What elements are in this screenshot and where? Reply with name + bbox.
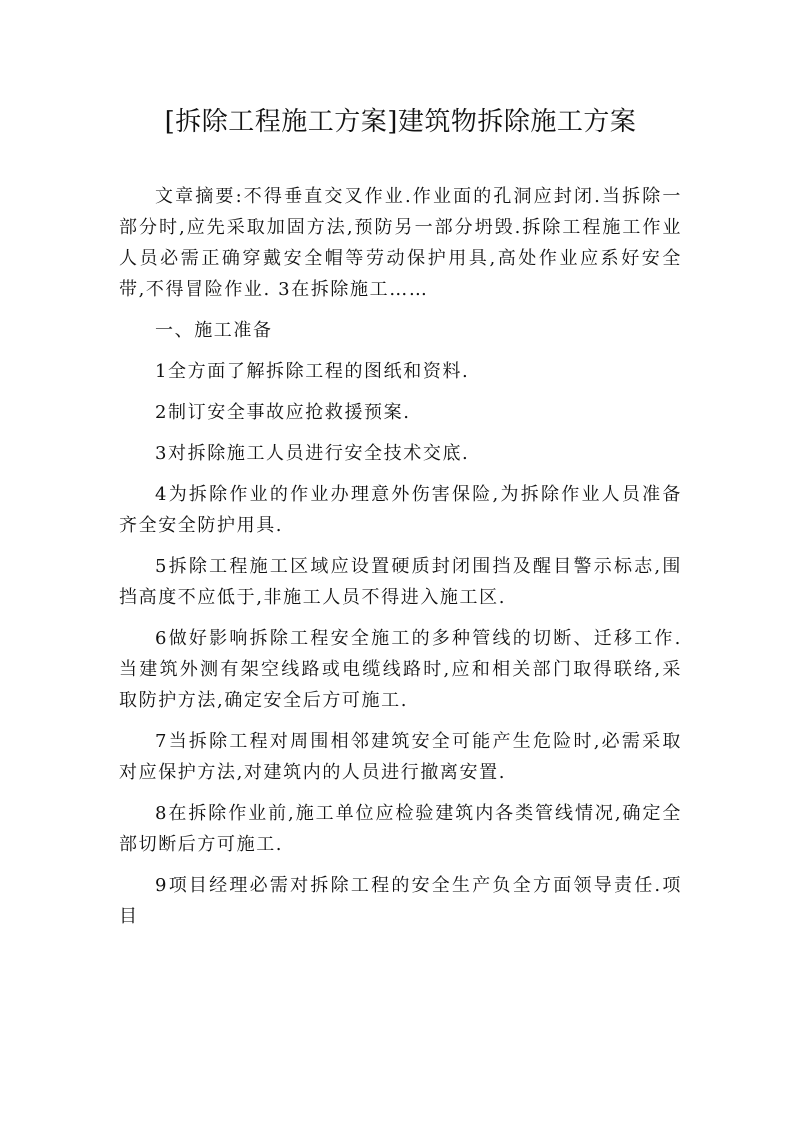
list-item-6: 6做好影响拆除工程安全施工的多种管线的切断、迁移工作.当建筑外测有架空线路或电缆线路时,应和相关部门取得联络,采取防护方法,确定安全后方可施工.: [119, 628, 682, 711]
document-body: [119, 181, 682, 932]
list-item-8: 8在拆除作业前,施工单位应检验建筑内各类管线情况,确定全部切断后方可施工.: [119, 803, 682, 855]
document-title: [拆除工程施工方案]建筑物拆除施工方案: [164, 107, 637, 137]
list-item-5: 5拆除工程施工区域应设置硬质封闭围挡及醒目警示标志,围挡高度不应低于,非施工人员不得进入施工区.: [119, 556, 682, 608]
list-item-3: 3对拆除施工人员进行安全技术交底.: [155, 443, 470, 464]
list-item-4: 4为拆除作业的作业办理意外伤害保险,为拆除作业人员准备齐全安全防护用具.: [119, 484, 682, 536]
list-item-2: 2制订安全事故应抢救援预案.: [155, 402, 411, 423]
section-heading: 一、施工准备: [155, 320, 273, 341]
list-item-1: 1全方面了解拆除工程的图纸和资料.: [155, 361, 470, 382]
list-item-7: 7当拆除工程对周围相邻建筑安全可能产生危险时,必需采取对应保护方法,对建筑内的人员进行撤离安置.: [119, 731, 682, 783]
summary-text: 不得垂直交叉作业.作业面的孔洞应封闭.当拆除一部分时,应先采取加固方法,预防另一部分坍毁.拆除工程施工作业人员必需正确穿戴安全帽等劳动保护用具,高处作业应系好安全带,不得冒险作业. 3在拆除施工……: [119, 186, 682, 300]
summary-paragraph: [119, 181, 682, 305]
summary-label: 文章摘要:: [155, 186, 244, 207]
list-item-9: 9项目经理必需对拆除工程的安全生产负全方面领导责任.项目: [119, 875, 682, 927]
